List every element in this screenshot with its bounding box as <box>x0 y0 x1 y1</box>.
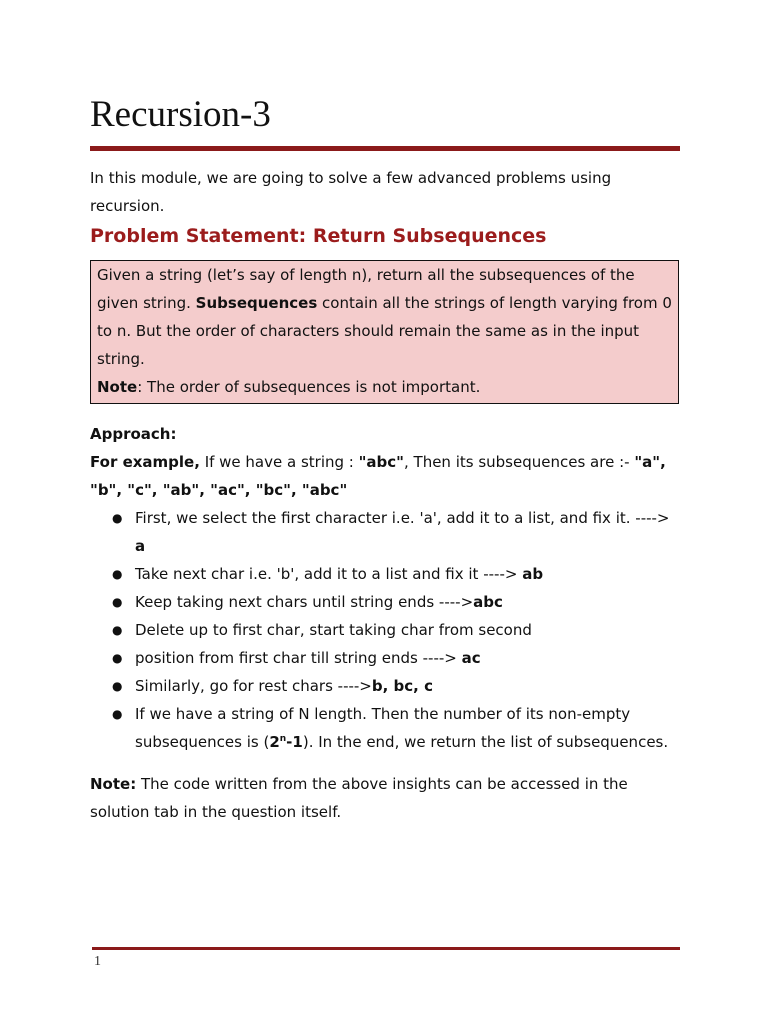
document-body <box>90 164 680 826</box>
page-number: 1 <box>94 954 101 969</box>
approach-label: Approach: <box>90 425 177 443</box>
list-item: ● Delete up to first char, start taking char from second <box>90 616 680 644</box>
problem-heading: Problem Statement: Return Subsequences <box>90 225 547 247</box>
page-title: Recursion-3 <box>90 94 271 135</box>
approach-list <box>90 504 680 756</box>
bullet-icon: ● <box>112 567 123 581</box>
bullet-icon: ● <box>112 595 123 609</box>
statement-paragraph: Given a string (let’s say of length n), return all the subsequences of the given string. Subsequences contain all the strings of length varying from 0 to n. But the order of characters should remain the same as in the input string. <box>97 266 672 368</box>
bullet-icon: ● <box>112 623 123 637</box>
bullet-icon: ● <box>112 707 123 721</box>
problem-statement-box <box>90 260 679 404</box>
footer-divider <box>92 947 680 950</box>
bullet-icon: ● <box>112 679 123 693</box>
list-item: ● position from first char till string ends ----> ac <box>90 644 680 672</box>
title-divider <box>90 146 680 151</box>
bullet-icon: ● <box>112 511 123 525</box>
bullet-icon: ● <box>112 651 123 665</box>
final-note: Note: The code written from the above insights can be accessed in the solution tab in the question itself. <box>90 775 628 821</box>
statement-note: Note: The order of subsequences is not important. <box>97 378 481 396</box>
intro-paragraph: In this module, we are going to solve a few advanced problems using recursion. <box>90 169 612 215</box>
list-item: ● First, we select the first character i.e. 'a', add it to a list, and fix it. ----> a <box>90 504 680 560</box>
list-item: ● Take next char i.e. 'b', add it to a list and fix it ----> ab <box>90 560 680 588</box>
example-paragraph: For example, If we have a string : "abc", Then its subsequences are :- "a", "b", "c", "ab", "ac", "bc", "abc" <box>90 453 666 499</box>
list-item: ● Keep taking next chars until string ends ---->abc <box>90 588 680 616</box>
list-item: ● If we have a string of N length. Then the number of its non-empty subsequences is (2$^n$-1). In the end, we return the list of subsequences. <box>90 700 680 756</box>
list-item: ● Similarly, go for rest chars ---->b, bc, c <box>90 672 680 700</box>
subsequences-term: Subsequences <box>195 294 318 312</box>
